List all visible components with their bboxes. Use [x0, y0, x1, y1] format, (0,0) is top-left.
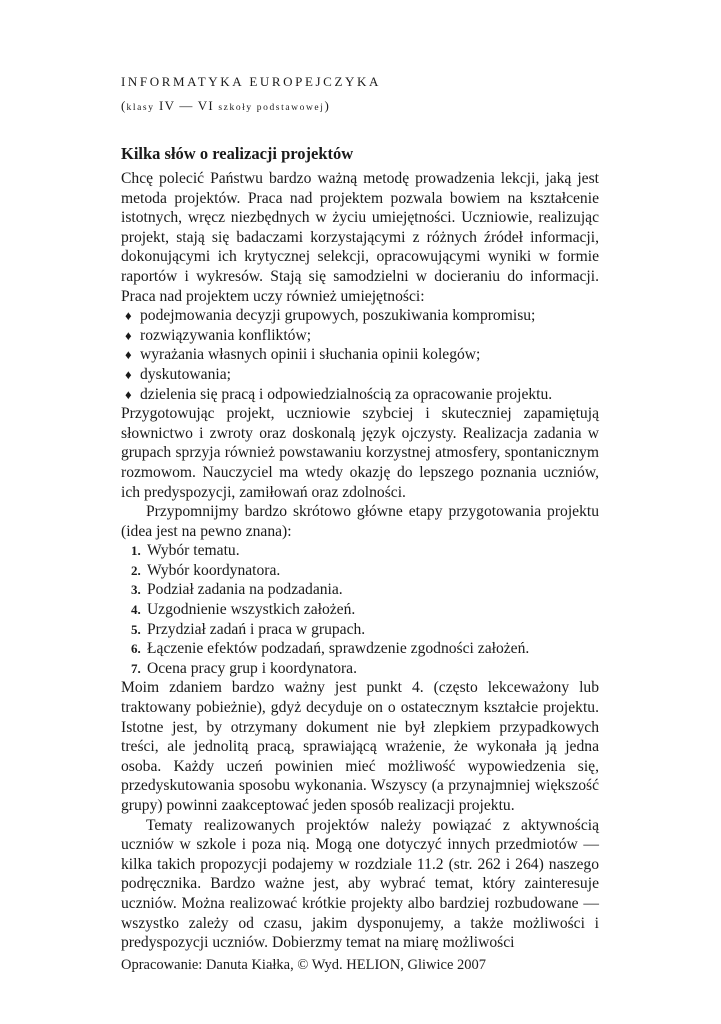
list-item — [121, 600, 599, 620]
step-text: Ocena pracy grup i koordynatora. — [147, 659, 357, 677]
stages-list — [121, 541, 599, 678]
list-item — [121, 306, 599, 326]
running-head-title: INFORMATYKA EUROPEJCZYKA — [121, 74, 381, 89]
topics-paragraph: Tematy realizowanych projektów należy powiązać z aktywnością uczniów w szkole i poza nią. Mogą one dotyczyć innych przedmiotów — kilka takich propozycji podajemy w rozdziale 11.2 (str. 262 i 264) naszego podręcznika. Bardzo ważne jest, aby wybrać temat, który zainteresuje uczniów. Można realizować krótkie projekty albo bardziej rozbudowane — wszystko zależy od czasu, jakim dysponujemy, a także możliwości i predyspozycji uczniów. Dobierzmy temat na miarę możliwości — [121, 816, 599, 952]
opinion-paragraph: Moim zdaniem bardzo ważny jest punkt 4. (często lekceważony lub traktowany pobieżnie), gdyż decyduje on o ostatecznym kształcie projektu. Istotne jest, by otrzymany dokument nie był zlepkiem przypadkowych treści, ale jednolitą pracą, sprawiającą wrażenie, że wykonała ją jedna osoba. Każdy uczeń powinien mieć możliwość wypowiedzenia się, przedyskutowania sposobu wykonania. Wszyscy (a przynajmniej większość grupy) powinni zaakceptować jeden sposób realizacji projektu. — [121, 679, 599, 814]
subtitle-klasy: klasy — [126, 103, 155, 113]
article-body — [121, 143, 599, 953]
step-number: 1. — [131, 543, 141, 559]
step-text: Łączenie efektów podzadań, sprawdzenie zgodności założeń. — [147, 640, 530, 658]
diamond-bullet-icon: ♦ — [125, 308, 132, 324]
step-number: 7. — [131, 660, 141, 676]
list-item — [121, 639, 599, 659]
step-text: Wybór koordynatora. — [147, 561, 281, 579]
list-item-text: wyrażania własnych opinii i słuchania opinii kolegów; — [140, 346, 481, 364]
list-item-text: podejmowania decyzji grupowych, poszukiwania kompromisu; — [140, 307, 536, 325]
list-item-text: dyskutowania; — [140, 365, 231, 383]
list-item — [121, 659, 599, 679]
subtitle-grade-range: IV — VI — [159, 98, 214, 113]
list-item — [121, 385, 599, 405]
subtitle-school: szkoły podstawowej — [218, 103, 325, 113]
list-item — [121, 620, 599, 640]
group-work-paragraph: Przygotowując projekt, uczniowie szybciej i skuteczniej zapamiętują słownictwo i zwroty oraz doskonalą język ojczysty. Realizacja zadania w grupach sprzyja również powstawaniu korzystnej atmosfery, spontanicznym rozmowom. Nauczyciel ma wtedy okazję do lepszego poznania uczniów, ich predyspozycji, zamiłowań oraz zdolności. — [121, 405, 599, 501]
list-item — [121, 580, 599, 600]
diamond-bullet-icon: ♦ — [125, 347, 132, 363]
step-number: 3. — [131, 582, 141, 598]
step-text: Wybór tematu. — [147, 542, 240, 560]
step-text: Uzgodnienie wszystkich założeń. — [147, 601, 356, 619]
list-item — [121, 541, 599, 561]
list-item — [121, 345, 599, 365]
step-number: 2. — [131, 562, 141, 578]
skills-list — [121, 306, 599, 404]
list-item — [121, 561, 599, 581]
subtitle-close-paren: ) — [324, 98, 331, 113]
footer-credit: Opracowanie: Danuta Kiałka, © Wyd. HELION, Gliwice 2007 — [121, 957, 487, 973]
list-item — [121, 365, 599, 385]
step-text: Podział zadania na podzadania. — [147, 581, 343, 599]
running-head-subtitle — [121, 98, 330, 114]
intro-paragraph: Chcę polecić Państwu bardzo ważną metodę prowadzenia lekcji, jaką jest metoda projektów. Praca nad projektem pozwala bowiem na kształcenie istotnych, wręcz niezbędnych w życiu umiejętności. Uczniowie, realizując projekt, stają się badaczami korzystającymi z różnych źródeł informacji, dokonującymi ich krytycznej selekcji, opracowującymi wyniki w formie raportów i wykresów. Stają się samodzielni w docieraniu do informacji. Praca nad projektem uczy również umiejętności: — [121, 170, 599, 305]
list-item — [121, 326, 599, 346]
step-number: 6. — [131, 641, 141, 657]
subtitle-open-paren: ( — [121, 98, 127, 113]
stages-intro-paragraph: Przypomnijmy bardzo skrótowo główne etapy przygotowania projektu (idea jest na pewno znana): — [121, 503, 599, 540]
step-text: Przydział zadań i praca w grupach. — [147, 620, 366, 638]
list-item-text: rozwiązywania konfliktów; — [140, 326, 312, 344]
list-item-text: dzielenia się pracą i odpowiedzialnością za opracowanie projektu. — [140, 385, 553, 403]
step-number: 5. — [131, 621, 141, 637]
step-number: 4. — [131, 602, 141, 618]
diamond-bullet-icon: ♦ — [125, 386, 132, 402]
section-heading: Kilka słów o realizacji projektów — [121, 144, 354, 163]
diamond-bullet-icon: ♦ — [125, 366, 132, 382]
diamond-bullet-icon: ♦ — [125, 327, 132, 343]
